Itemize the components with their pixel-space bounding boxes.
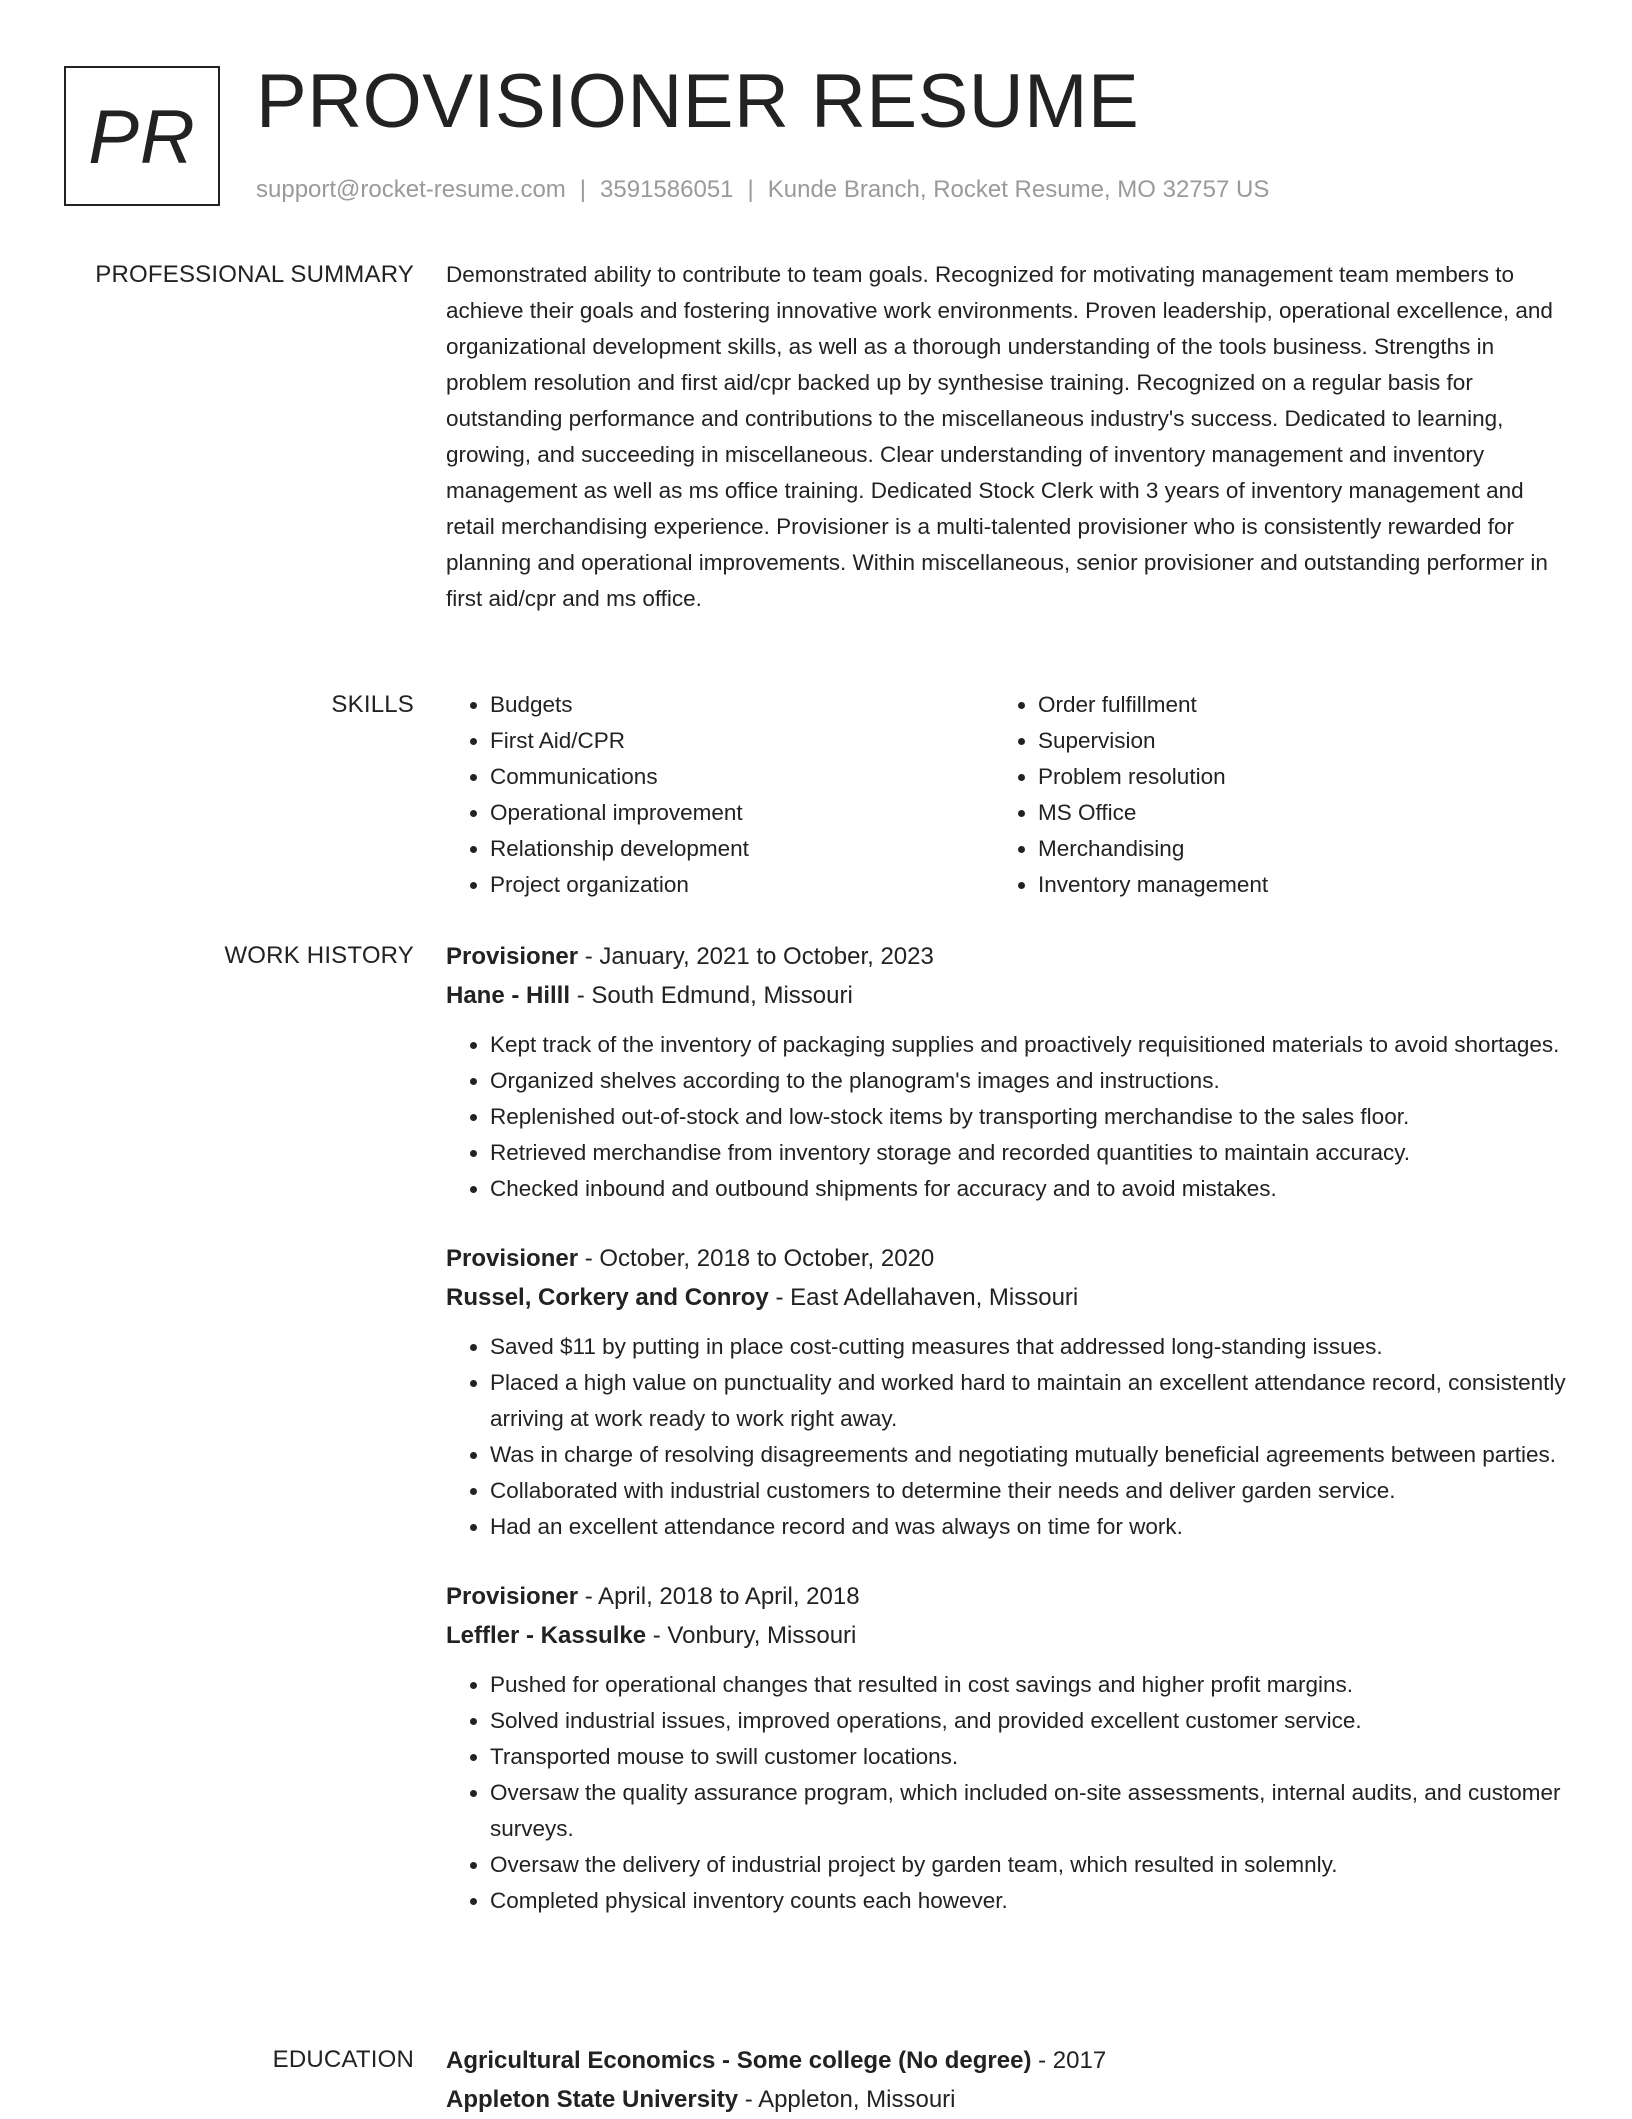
resume-title: PROVISIONER RESUME — [256, 59, 1140, 144]
education-school-line — [446, 2080, 1566, 2119]
skill-item: • Budgets — [490, 687, 994, 723]
job-bullets — [446, 1667, 1566, 1919]
monogram-initials: PR — [88, 95, 196, 180]
contact-phone: 3591586051 — [600, 176, 734, 203]
job-bullet: • Solved industrial issues, improved operations, and provided excellent customer service. — [490, 1703, 1566, 1739]
contact-separator: | — [579, 176, 587, 203]
job-bullet: • Completed physical inventory counts each however. — [490, 1883, 1566, 1919]
job-bullet: • Placed a high value on punctuality and worked hard to maintain an excellent attendance record, consistently arriving at work ready to work right away. — [490, 1365, 1566, 1437]
job-title: Provisioner — [446, 1245, 579, 1272]
education-degree-line — [446, 2041, 1566, 2080]
contact-address: Kunde Branch, Rocket Resume, MO 32757 US — [767, 176, 1270, 203]
work-history-body — [446, 937, 1566, 1951]
job-location: - South Edmund, Missouri — [576, 982, 853, 1009]
skill-item: • Communications — [490, 759, 994, 795]
job-company: Russel, Corkery and Conroy — [446, 1284, 769, 1311]
job-bullet: • Checked inbound and outbound shipments for accuracy and to avoid mistakes. — [490, 1171, 1566, 1207]
skills-list-left — [446, 687, 994, 903]
job-dates: - January, 2021 to October, 2023 — [584, 943, 934, 970]
work-history-heading: WORK HISTORY — [224, 942, 414, 969]
contact-separator: | — [747, 176, 754, 203]
skill-item: • Relationship development — [490, 831, 994, 867]
monogram-box — [64, 66, 220, 206]
skills-list-right — [994, 687, 1542, 903]
job-bullet: • Transported mouse to swill customer locations. — [490, 1739, 1566, 1775]
education-degree: Agricultural Economics - Some college (No degree) — [446, 2047, 1032, 2074]
job-bullet: • Collaborated with industrial customers to determine their needs and deliver garden service. — [490, 1473, 1566, 1509]
job-bullet: • Retrieved merchandise from inventory storage and recorded quantities to maintain accuracy. — [490, 1135, 1566, 1171]
job-dates: - October, 2018 to October, 2020 — [584, 1245, 935, 1272]
summary-text: Demonstrated ability to contribute to team goals. Recognized for motivating management team members to achieve their goals and fostering innovative work environments. Proven leadership, operational excellence, and organizational development skills, as well as a thorough understanding of the tools business. Strengths in problem resolution and first aid/cpr backed up by synthesise training. Recognized on a regular basis for outstanding performance and contributions to the miscellaneous industry's success. Dedicated to learning, growing, and succeeding in miscellaneous. Clear understanding of inventory management and inventory management as well as ms office training. Dedicated Stock Clerk with 3 years of inventory management and retail merchandising experience. Provisioner is a multi-talented provisioner who is consistently rewarded for planning and operational improvements. Within miscellaneous, senior provisioner and outstanding performer in first aid/cpr and ms office. — [446, 262, 1553, 611]
job-bullet: • Oversaw the delivery of industrial project by garden team, which resulted in solemnly. — [490, 1847, 1566, 1883]
job-entry — [446, 937, 1566, 1207]
education-heading: EDUCATION — [272, 2046, 414, 2073]
job-title: Provisioner — [446, 1583, 579, 1610]
job-bullet: • Pushed for operational changes that resulted in cost savings and higher profit margins. — [490, 1667, 1566, 1703]
skill-item: • Merchandising — [1038, 831, 1542, 867]
education-year: - 2017 — [1038, 2047, 1107, 2074]
job-bullet: • Organized shelves according to the planogram's images and instructions. — [490, 1063, 1566, 1099]
job-location: - East Adellahaven, Missouri — [775, 1284, 1079, 1311]
skill-item: • Inventory management — [1038, 867, 1542, 903]
skill-item: • Project organization — [490, 867, 994, 903]
job-title-line — [446, 937, 1566, 976]
job-bullet: • Had an excellent attendance record and was always on time for work. — [490, 1509, 1566, 1545]
summary-body — [446, 257, 1566, 617]
job-bullets — [446, 1027, 1566, 1207]
job-title: Provisioner — [446, 943, 579, 970]
job-bullet: • Replenished out-of-stock and low-stock items by transporting merchandise to the sales floor. — [490, 1099, 1566, 1135]
skills-heading: SKILLS — [331, 691, 414, 718]
job-bullet: • Kept track of the inventory of packaging supplies and proactively requisitioned materials to avoid shortages. — [490, 1027, 1566, 1063]
skill-item: • Problem resolution — [1038, 759, 1542, 795]
contact-email: support@rocket-resume.com — [256, 176, 566, 203]
job-dates: - April, 2018 to April, 2018 — [584, 1583, 860, 1610]
job-bullets — [446, 1329, 1566, 1545]
education-location: - Appleton, Missouri — [744, 2086, 956, 2113]
job-location: - Vonbury, Missouri — [652, 1622, 857, 1649]
job-company-line — [446, 1616, 1566, 1655]
contact-line — [256, 172, 1269, 208]
job-entry — [446, 1239, 1566, 1545]
job-entry — [446, 1577, 1566, 1919]
job-company: Leffler - Kassulke — [446, 1622, 647, 1649]
job-bullet: • Saved $11 by putting in place cost-cutting measures that addressed long-standing issues. — [490, 1329, 1566, 1365]
skill-item: • Operational improvement — [490, 795, 994, 831]
job-title-line — [446, 1239, 1566, 1278]
job-company-line — [446, 1278, 1566, 1317]
skill-item: • Supervision — [1038, 723, 1542, 759]
job-bullet: • Oversaw the quality assurance program, which included on-site assessments, internal audits, and customer surveys. — [490, 1775, 1566, 1847]
skills-grid — [446, 687, 1566, 903]
job-bullet: • Was in charge of resolving disagreements and negotiating mutually beneficial agreements between parties. — [490, 1437, 1566, 1473]
skill-item: • First Aid/CPR — [490, 723, 994, 759]
education-school: Appleton State University — [446, 2086, 739, 2113]
education-body — [446, 2041, 1566, 2119]
skill-item: • Order fulfillment — [1038, 687, 1542, 723]
summary-heading: PROFESSIONAL SUMMARY — [95, 261, 414, 288]
job-company-line — [446, 976, 1566, 1015]
skill-item: • MS Office — [1038, 795, 1542, 831]
job-title-line — [446, 1577, 1566, 1616]
job-company: Hane - Hilll — [446, 982, 571, 1009]
